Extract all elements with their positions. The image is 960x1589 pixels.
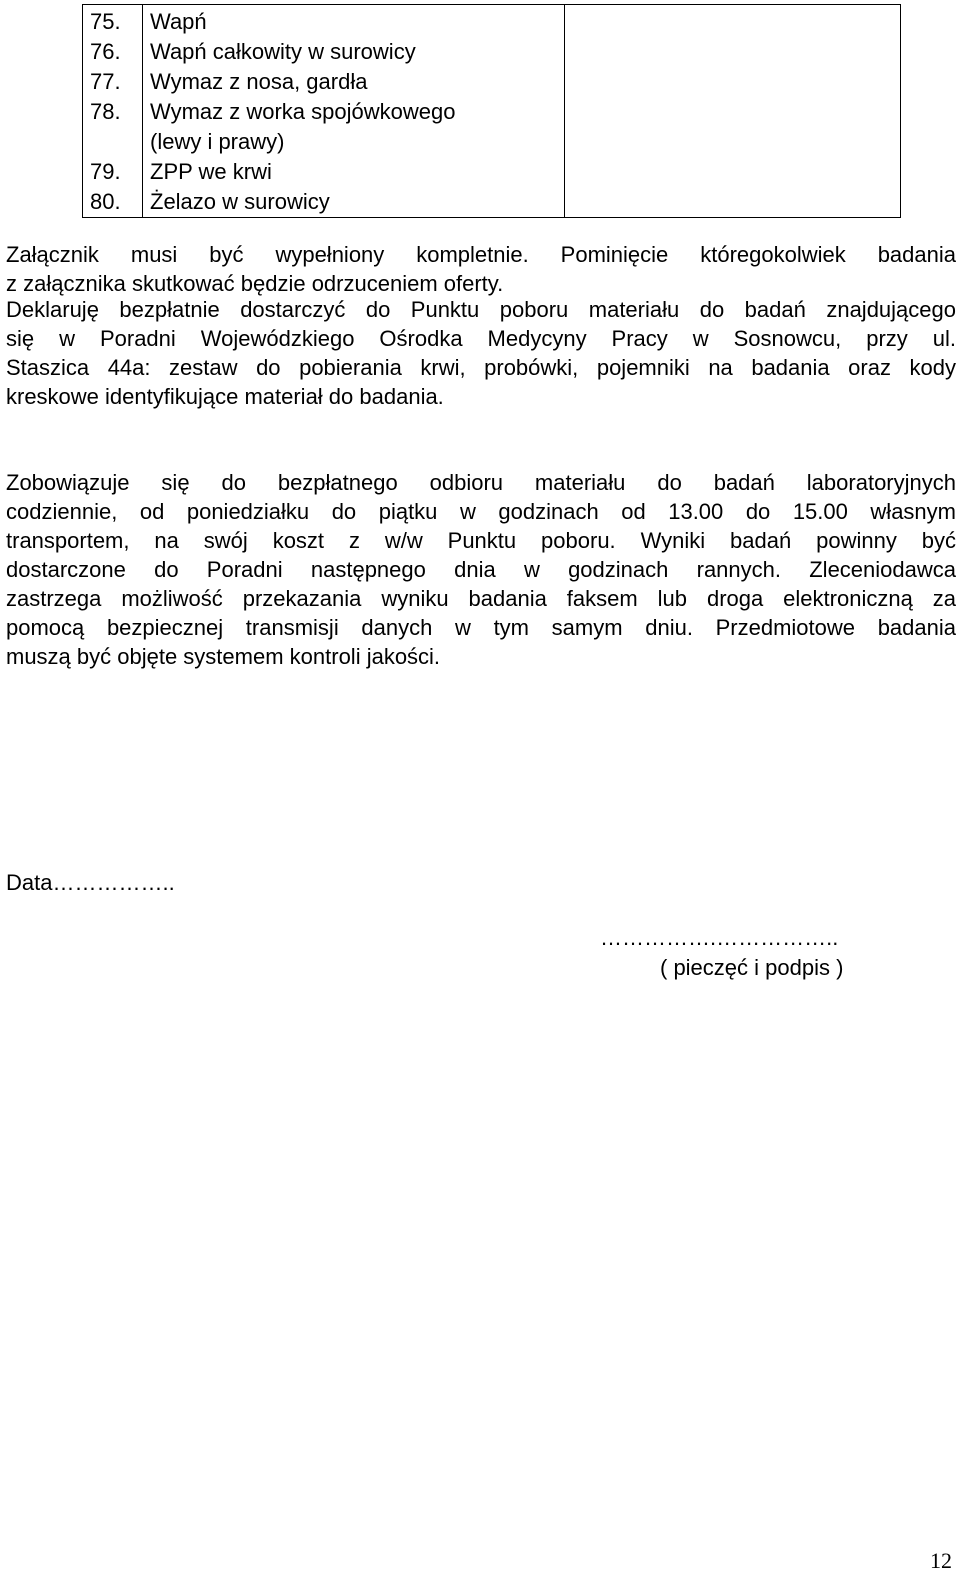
text-line: Deklaruję bezpłatnie dostarczyć do Punktu poboru materiału do badań znajdującego (6, 297, 956, 322)
text-line: się w Poradni Wojewódzkiego Ośrodka Medycyny Pracy w Sosnowcu, przy ul. (6, 326, 956, 351)
row-number: 78. (90, 99, 121, 124)
row-number: 76. (90, 39, 121, 64)
test-name: ZPP we krwi (150, 159, 272, 184)
test-name: Żelazo w surowicy (150, 189, 330, 214)
text-line: pomocą bezpiecznej transmisji danych w tym samym dniu. Przedmiotowe badania (6, 615, 956, 640)
text-line: codziennie, od poniedziałku do piątku w godzinach od 13.00 do 15.00 własnym (6, 499, 956, 524)
row-number: 75. (90, 9, 121, 34)
text-line: Zobowiązuje się do bezpłatnego odbioru materiału do badań laboratoryjnych (6, 470, 956, 495)
text-line: Załącznik musi być wypełniony kompletnie. Pominięcie któregokolwiek badania (6, 242, 956, 267)
table-row (83, 5, 901, 218)
test-name: Wapń (150, 9, 207, 34)
signature-line: …………….…………….. (600, 925, 839, 950)
test-names-cell (143, 5, 565, 218)
text-line: zastrzega możliwość przekazania wyniku badania faksem lub droga elektroniczną za (6, 586, 956, 611)
empty-price-cell (565, 5, 901, 218)
row-number: 79. (90, 159, 121, 184)
delivery-declaration (6, 295, 956, 411)
text-line: transportem, na swój koszt z w/w Punktu poboru. Wyniki badań powinny być (6, 528, 956, 553)
text-line: z załącznika skutkować będzie odrzuceniem oferty. (6, 271, 504, 296)
text-line: Staszica 44a: zestaw do pobierania krwi, probówki, pojemniki na badania oraz kody (6, 355, 956, 380)
test-name: Wymaz z nosa, gardła (150, 69, 368, 94)
row-number: 80. (90, 189, 121, 214)
text-line: kreskowe identyfikujące materiał do badania. (6, 384, 444, 409)
test-name: Wymaz z worka spojówkowego (150, 99, 456, 124)
tests-table (82, 4, 901, 218)
text-line: dostarczone do Poradni następnego dnia w godzinach rannych. Zleceniodawca (6, 557, 956, 582)
completeness-notice (6, 240, 956, 298)
pickup-obligation (6, 468, 956, 671)
row-number-spacer (90, 127, 142, 157)
page-number: 12 (930, 1548, 952, 1573)
test-name-continuation: (lewy i prawy) (150, 129, 285, 154)
row-numbers-cell (83, 5, 143, 218)
test-name: Wapń całkowity w surowicy (150, 39, 416, 64)
signature-label: ( pieczęć i podpis ) (660, 955, 844, 980)
row-number: 77. (90, 69, 121, 94)
date-field: Data…………….. (6, 870, 175, 895)
text-line: muszą być objęte systemem kontroli jakości. (6, 644, 441, 669)
